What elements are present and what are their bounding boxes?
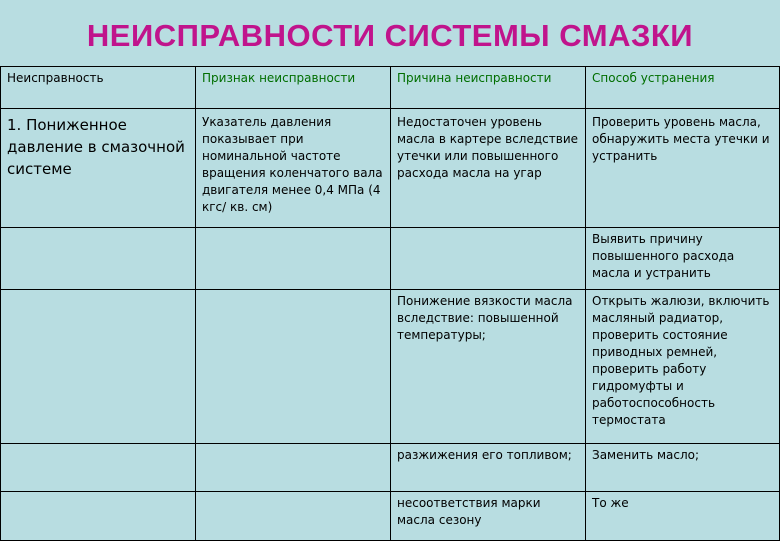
remedy-cell: Выявить причину повышенного расхода масла и устранить: [586, 228, 780, 290]
cause-cell: разжижения его топливом;: [391, 444, 586, 492]
fault-cell: 1. Пониженное давление в смазочной системе: [1, 109, 196, 228]
cause-cell: Недостаточен уровень масла в картере вследствие утечки или повышенного расхода масла на угар: [391, 109, 586, 228]
header-remedy: Способ устранения: [586, 67, 780, 109]
faults-table: [0, 66, 780, 541]
empty-cell: [196, 444, 391, 492]
header-sign: Признак неисправности: [196, 67, 391, 109]
header-cause: Причина неисправности: [391, 67, 586, 109]
sign-cell: Указатель давления показывает при номинальной частоте вращения коленчатого вала двигателя менее 0,4 МПа (4 кгс/ кв. см): [196, 109, 391, 228]
cause-cell: несоответствия марки масла сезону: [391, 492, 586, 541]
empty-cell: [196, 290, 391, 444]
empty-cell: [196, 492, 391, 541]
remedy-cell: Открыть жалюзи, включить масляный радиатор, проверить состояние приводных ремней, проверить работу гидромуфты и работоспособность термостата: [586, 290, 780, 444]
remedy-cell: Заменить масло;: [586, 444, 780, 492]
remedy-cell: То же: [586, 492, 780, 541]
table-row: [1, 290, 780, 444]
empty-cell: [1, 444, 196, 492]
empty-cell: [391, 228, 586, 290]
header-fault: Неисправность: [1, 67, 196, 109]
table-row: [1, 228, 780, 290]
page-title: НЕИСПРАВНОСТИ СИСТЕМЫ СМАЗКИ: [86, 18, 694, 53]
remedy-cell: Проверить уровень масла, обнаружить места утечки и устранить: [586, 109, 780, 228]
table-header-row: [1, 67, 780, 109]
empty-cell: [1, 290, 196, 444]
empty-cell: [196, 228, 391, 290]
table-row: [1, 109, 780, 228]
table-row: [1, 492, 780, 541]
cause-cell: Понижение вязкости масла вследствие: повышенной температуры;: [391, 290, 586, 444]
table-row: [1, 444, 780, 492]
empty-cell: [1, 228, 196, 290]
empty-cell: [1, 492, 196, 541]
